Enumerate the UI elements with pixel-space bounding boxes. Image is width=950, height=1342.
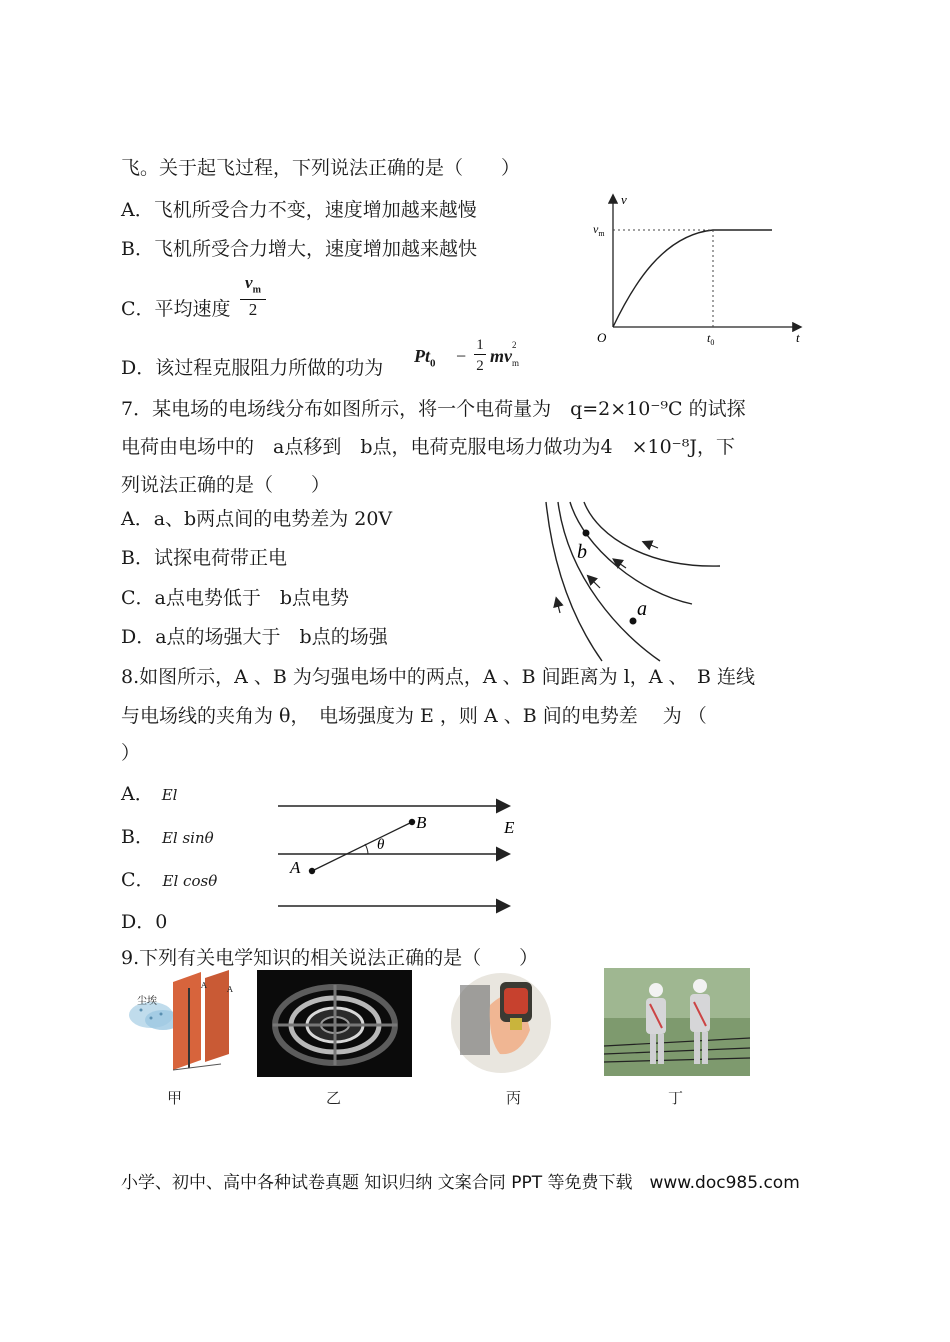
q6-option-d	[121, 356, 383, 380]
q8-line3: ）	[121, 742, 141, 764]
t0-label-sub: 0	[710, 338, 715, 347]
q7-option-b: B．试探电荷带正电	[121, 547, 287, 569]
q8-option-b-label: B．	[121, 826, 154, 848]
arrow-4	[646, 543, 658, 548]
d-expr-pt: Pt	[414, 346, 430, 366]
field-label: E	[504, 818, 515, 837]
q8-option-a	[121, 782, 177, 807]
t0-label-main: t	[707, 331, 711, 345]
d-expr-mv: mv	[490, 346, 512, 366]
q6-option-b: B．飞机所受合力增大，速度增加越来越快	[121, 238, 477, 260]
q8-option-c-label: C．	[121, 869, 155, 891]
q7-line3: 列说法正确的是（ ）	[121, 474, 331, 496]
glove-photo	[450, 970, 552, 1077]
q8-line1: 8.如图所示，A 、B 为匀强电场中的两点，A 、B 间距离为 l，A 、 B 连线	[121, 666, 756, 688]
x-axis-label: t	[796, 330, 800, 345]
precipitator-illustration	[121, 970, 243, 1080]
uniform-field-figure	[272, 795, 532, 915]
q8-option-a-value: El	[161, 786, 178, 804]
point-b-label: B	[416, 813, 427, 832]
svg-text:A: A	[227, 985, 233, 994]
arrow-2	[590, 578, 600, 588]
q8-option-c	[121, 868, 217, 893]
q6-option-a: A．飞机所受合力不变，速度增加越来越慢	[121, 199, 477, 221]
q8-option-c-value: El cosθ	[162, 872, 218, 890]
d-frac-den: 2	[474, 354, 486, 377]
t0-label	[707, 331, 714, 347]
c-frac-num-sub: m	[252, 284, 261, 296]
q7-option-d: D．a点的场强大于 b点的场强	[121, 626, 388, 648]
q7-line2: 电荷由电场中的 a点移到 b点，电荷克服电场力做功为4 ×10⁻⁸J，下	[121, 436, 735, 458]
vm-label	[593, 222, 605, 238]
q9-line1: 9.下列有关电学知识的相关说法正确的是（ ）	[121, 947, 539, 969]
point-a-dot	[309, 868, 315, 874]
footer-promo: 小学、初中、高中各种试卷真题 知识归纳 文案合同 PPT 等免费下载 www.doc985.com	[121, 1173, 800, 1193]
svg-text:A: A	[201, 981, 207, 990]
q6-option-c-fraction	[240, 274, 266, 320]
c-frac-num: v	[245, 273, 253, 292]
c-frac-den: 2	[240, 299, 266, 320]
d-expr-sub: m	[512, 358, 520, 368]
vm-label-main: v	[593, 222, 599, 236]
field-lines-figure	[540, 498, 730, 664]
angle-arc	[365, 844, 368, 854]
caption-yi: 乙	[326, 1089, 342, 1107]
caption-ding: 丁	[668, 1089, 684, 1107]
point-a-label: a	[637, 598, 647, 620]
q6-option-d-prefix: D．该过程克服阻力所做的功为	[121, 357, 384, 379]
linemen-photo	[604, 968, 750, 1076]
q7-option-c: C．a点电势低于 b点电势	[121, 587, 350, 609]
q6-stem-tail: 飞。关于起飞过程，下列说法正确的是（ ）	[121, 157, 521, 179]
q8-option-b-value: El sinθ	[161, 829, 214, 847]
origin-label: O	[597, 330, 607, 345]
d-expr-sup: 2	[512, 340, 517, 350]
d-frac-num: 1	[476, 337, 484, 353]
q6-option-c-prefix: C．平均速度	[121, 298, 231, 320]
point-a-label: A	[290, 858, 301, 877]
dust-label: 尘埃	[137, 996, 157, 1007]
point-b-dot	[583, 530, 590, 537]
vm-label-sub: m	[598, 229, 605, 238]
q7-line1: 7．某电场的电场线分布如图所示，将一个电荷量为 q=2×10⁻⁹C 的试探	[121, 398, 746, 420]
field-line-3	[570, 502, 692, 604]
angle-label: θ	[377, 837, 385, 853]
point-a-dot	[630, 618, 637, 625]
q7-option-a: A．a、b两点间的电势差为 20V	[121, 508, 393, 530]
q8-line2: 与电场线的夹角为 θ， 电场强度为 E ，则 A 、B 间的电势差 为 （	[121, 705, 707, 727]
q8-option-b	[121, 825, 214, 850]
point-b-dot	[409, 819, 415, 825]
velocity-time-graph	[588, 190, 810, 350]
y-axis-label: v	[621, 192, 627, 207]
q8-option-d: D．0	[121, 911, 168, 933]
gas-stove-photo	[257, 970, 412, 1077]
arrow-1	[557, 601, 560, 613]
segment-ab	[312, 822, 412, 871]
q8-option-a-label: A．	[121, 783, 154, 805]
field-line-4	[584, 502, 720, 566]
d-expr-pt-sub: 0	[430, 357, 436, 370]
field-line-2	[558, 502, 660, 661]
caption-bing: 丙	[506, 1089, 522, 1107]
point-b-label: b	[577, 541, 587, 563]
q6-option-c	[121, 297, 231, 321]
caption-jia: 甲	[167, 1089, 183, 1107]
velocity-curve	[613, 230, 772, 327]
d-expr-minus: −	[456, 346, 467, 366]
